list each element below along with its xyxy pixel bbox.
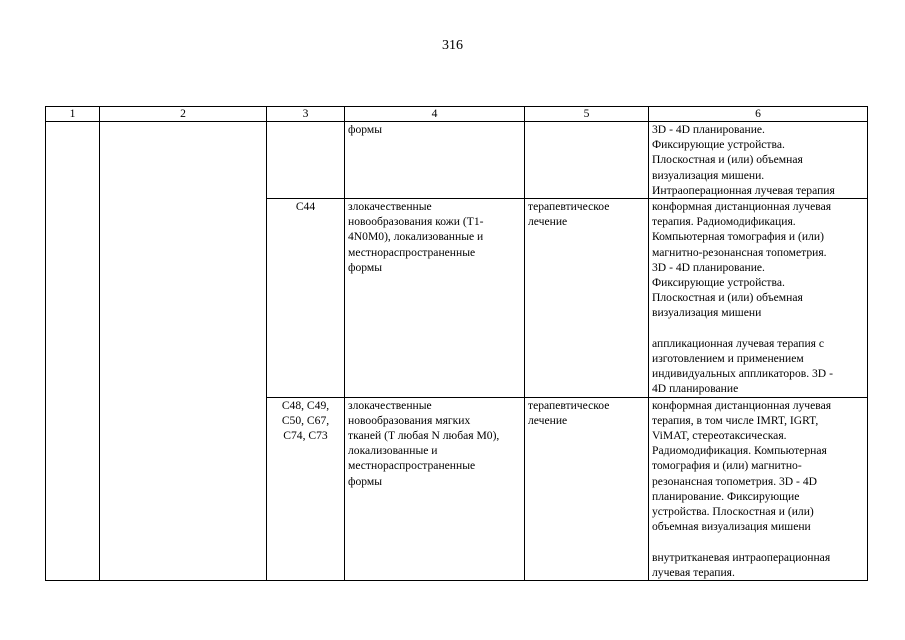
diagnosis-line: тканей (T любая N любая M0), bbox=[348, 429, 500, 443]
method-line: конформная дистанционная лучевая bbox=[652, 200, 832, 214]
diagnosis-line: формы bbox=[348, 260, 383, 274]
cell-method bbox=[649, 397, 868, 580]
cell-code bbox=[267, 397, 345, 580]
treatment-line: терапевтическое bbox=[528, 398, 610, 412]
method-line: планирование. Фиксирующие bbox=[652, 489, 800, 503]
paragraph-gap bbox=[652, 534, 864, 549]
cell-diagnosis bbox=[345, 199, 525, 398]
method-line: конформная дистанционная лучевая bbox=[652, 398, 832, 412]
code-line: C50, C67, bbox=[281, 413, 330, 427]
method-line: Фиксирующие устройства. bbox=[652, 138, 785, 152]
diagnosis-line: 4N0M0), локализованные и bbox=[348, 230, 484, 244]
treatment-line: терапевтическое bbox=[528, 200, 610, 214]
cell-method bbox=[649, 199, 868, 398]
method-line: Радиомодификация. Компьютерная bbox=[652, 444, 827, 458]
method-line: Компьютерная томография и (или) bbox=[652, 230, 824, 244]
diagnosis-line: местнораспространенные bbox=[348, 245, 476, 259]
method-line: визуализация мишени. bbox=[652, 168, 765, 182]
paragraph-gap bbox=[652, 321, 864, 336]
cell-col2 bbox=[100, 122, 267, 581]
cell-code bbox=[267, 199, 345, 398]
diagnosis-line: местнораспространенные bbox=[348, 459, 476, 473]
column-number-row bbox=[46, 107, 868, 122]
method-line: 4D планирование bbox=[652, 382, 739, 396]
column-header-5: 5 bbox=[525, 107, 649, 122]
cell-method bbox=[649, 122, 868, 199]
diagnosis-line: локализованные и bbox=[348, 444, 438, 458]
cell-treatment bbox=[525, 122, 649, 199]
column-header-4: 4 bbox=[345, 107, 525, 122]
method-line: терапия. Радиомодификация. bbox=[652, 215, 796, 229]
method-line: томография и (или) магнитно- bbox=[652, 459, 802, 473]
method-line: резонансная топометрия. 3D - 4D bbox=[652, 474, 817, 488]
diagnosis-line: новообразования мягких bbox=[348, 413, 471, 427]
method-line: 3D - 4D планирование. bbox=[652, 123, 765, 136]
diagnosis-line: злокачественные bbox=[348, 200, 432, 214]
cell-col1 bbox=[46, 122, 100, 581]
column-header-6: 6 bbox=[649, 107, 868, 122]
code-line: C48, C49, bbox=[281, 398, 330, 412]
method-line: аппликационная лучевая терапия с bbox=[652, 336, 825, 350]
method-line: визуализация мишени bbox=[652, 306, 762, 320]
column-header-1: 1 bbox=[46, 107, 100, 122]
method-line: магнитно-резонансная топометрия. bbox=[652, 245, 827, 259]
cell-code bbox=[267, 122, 345, 199]
code-line: C44 bbox=[295, 200, 316, 214]
treatment-methods-table bbox=[45, 106, 868, 581]
method-line: лучевая терапия. bbox=[652, 565, 735, 579]
diagnosis-line: новообразования кожи (T1- bbox=[348, 215, 484, 229]
method-line: ViMAT, стереотаксическая. bbox=[652, 429, 787, 443]
method-line: устройства. Плоскостная и (или) bbox=[652, 505, 814, 519]
page-number: 316 bbox=[442, 38, 463, 53]
code-line: C74, C73 bbox=[283, 429, 328, 443]
column-header-2: 2 bbox=[100, 107, 267, 122]
cell-treatment bbox=[525, 397, 649, 580]
diagnosis-line: формы bbox=[348, 123, 383, 136]
cell-diagnosis bbox=[345, 122, 525, 199]
method-line: Фиксирующие устройства. bbox=[652, 276, 785, 290]
treatment-line: лечение bbox=[528, 413, 568, 427]
method-line: терапия, в том числе IMRT, IGRT, bbox=[652, 413, 819, 427]
method-line: Плоскостная и (или) объемная bbox=[652, 153, 803, 167]
column-header-3: 3 bbox=[267, 107, 345, 122]
table-row bbox=[46, 122, 868, 199]
treatment-line: лечение bbox=[528, 215, 568, 229]
method-line: индивидуальных аппликаторов. 3D - bbox=[652, 367, 833, 381]
method-line: Интраоперационная лучевая терапия bbox=[652, 183, 835, 197]
cell-diagnosis bbox=[345, 397, 525, 580]
method-line: Плоскостная и (или) объемная bbox=[652, 291, 803, 305]
method-line: 3D - 4D планирование. bbox=[652, 260, 765, 274]
cell-treatment bbox=[525, 199, 649, 398]
diagnosis-line: формы bbox=[348, 474, 383, 488]
method-line: объемная визуализация мишени bbox=[652, 520, 811, 534]
method-line: внутритканевая интраоперационная bbox=[652, 550, 831, 564]
diagnosis-line: злокачественные bbox=[348, 398, 432, 412]
method-line: изготовлением и применением bbox=[652, 352, 804, 366]
